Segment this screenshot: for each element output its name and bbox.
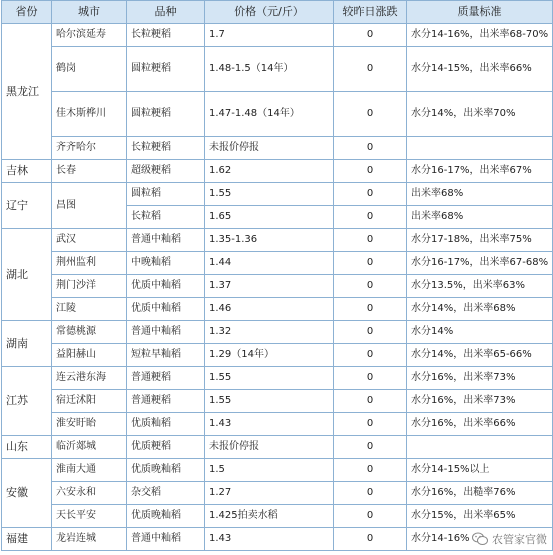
cell-quality: 水分16-17%，出米率67% xyxy=(407,160,553,183)
cell-price: 1.29（14年） xyxy=(205,344,334,367)
cell-change: 0 xyxy=(334,528,407,551)
watermark xyxy=(472,531,547,547)
cell-quality: 水分16%，出米率66% xyxy=(407,413,553,436)
cell-variety: 优质粳稻 xyxy=(127,436,205,459)
table-row xyxy=(2,505,553,528)
cell-change: 0 xyxy=(334,413,407,436)
cell-city: 宿迁沭阳 xyxy=(52,390,127,413)
cell-city: 天长平安 xyxy=(52,505,127,528)
cell-price: 1.65 xyxy=(205,206,334,229)
cell-quality: 水分17-18%，出米率75% xyxy=(407,229,553,252)
cell-variety: 杂交稻 xyxy=(127,482,205,505)
cell-change: 0 xyxy=(334,459,407,482)
cell-province: 辽宁 xyxy=(2,183,52,229)
cell-price: 1.48-1.5（14年） xyxy=(205,47,334,92)
cell-change: 0 xyxy=(334,344,407,367)
cell-price: 1.43 xyxy=(205,528,334,551)
cell-city: 临沂郯城 xyxy=(52,436,127,459)
cell-price: 1.5 xyxy=(205,459,334,482)
cell-quality: 水分14% xyxy=(407,321,553,344)
cell-city: 连云港东海 xyxy=(52,367,127,390)
cell-province: 福建 xyxy=(2,528,52,551)
cell-variety: 优质晚籼稻 xyxy=(127,459,205,482)
cell-variety: 优质中籼稻 xyxy=(127,298,205,321)
cell-quality: 水分16%，出米率73% xyxy=(407,367,553,390)
cell-variety: 超级粳稻 xyxy=(127,160,205,183)
cell-quality: 水分16%，出糙率76% xyxy=(407,482,553,505)
cell-city: 长春 xyxy=(52,160,127,183)
cell-quality: 水分16%，出米率73% xyxy=(407,390,553,413)
cell-price: 1.55 xyxy=(205,183,334,206)
cell-variety: 中晚籼稻 xyxy=(127,252,205,275)
table-row xyxy=(2,528,553,551)
cell-quality: 水分15%，出米率65% xyxy=(407,505,553,528)
cell-quality: 水分14%，出米率70% xyxy=(407,92,553,137)
cell-price: 1.44 xyxy=(205,252,334,275)
cell-variety: 优质晚籼稻 xyxy=(127,505,205,528)
cell-quality xyxy=(407,137,553,160)
cell-variety: 普通中籼稻 xyxy=(127,528,205,551)
cell-quality: 水分16-17%，出米率67-68% xyxy=(407,252,553,275)
header-change: 较昨日涨跌 xyxy=(334,1,407,24)
cell-change: 0 xyxy=(334,160,407,183)
cell-city: 荆州监利 xyxy=(52,252,127,275)
table-row xyxy=(2,160,553,183)
cell-province: 安徽 xyxy=(2,459,52,528)
cell-change: 0 xyxy=(334,229,407,252)
header-province: 省份 xyxy=(2,1,52,24)
cell-quality: 出米率68% xyxy=(407,206,553,229)
cell-variety: 普通中籼稻 xyxy=(127,321,205,344)
cell-city: 齐齐哈尔 xyxy=(52,137,127,160)
table-row xyxy=(2,298,553,321)
cell-change: 0 xyxy=(334,321,407,344)
cell-quality: 水分14-15%，出米率66% xyxy=(407,47,553,92)
cell-quality: 水分14-16%，出米率68-70% xyxy=(407,24,553,47)
cell-variety: 普通粳稻 xyxy=(127,390,205,413)
rice-price-table xyxy=(1,0,553,551)
table-row xyxy=(2,183,553,206)
cell-change: 0 xyxy=(334,275,407,298)
cell-variety: 圆粒粳稻 xyxy=(127,47,205,92)
cell-variety: 优质籼稻 xyxy=(127,413,205,436)
cell-quality: 水分14-16% xyxy=(407,528,553,551)
table-row xyxy=(2,459,553,482)
cell-variety: 长粒粳稻 xyxy=(127,24,205,47)
cell-city: 鹤岗 xyxy=(52,47,127,92)
cell-province: 黑龙江 xyxy=(2,24,52,160)
cell-price: 1.27 xyxy=(205,482,334,505)
cell-province: 湖南 xyxy=(2,321,52,367)
table-row xyxy=(2,344,553,367)
cell-city: 荆门沙洋 xyxy=(52,275,127,298)
cell-price: 1.7 xyxy=(205,24,334,47)
table-header-row xyxy=(2,1,553,24)
cell-quality: 水分14-15%以上 xyxy=(407,459,553,482)
table-row xyxy=(2,436,553,459)
header-quality: 质量标准 xyxy=(407,1,553,24)
cell-city: 益阳赫山 xyxy=(52,344,127,367)
cell-city: 佳木斯桦川 xyxy=(52,92,127,137)
cell-change: 0 xyxy=(334,482,407,505)
table-row xyxy=(2,413,553,436)
cell-quality: 水分14%，出米率65-66% xyxy=(407,344,553,367)
table-row xyxy=(2,252,553,275)
cell-change: 0 xyxy=(334,206,407,229)
cell-price: 1.55 xyxy=(205,367,334,390)
cell-variety: 普通粳稻 xyxy=(127,367,205,390)
cell-price: 1.425拍卖水稻 xyxy=(205,505,334,528)
cell-change: 0 xyxy=(334,367,407,390)
cell-price: 未报价停报 xyxy=(205,137,334,160)
cell-variety: 短粒早籼稻 xyxy=(127,344,205,367)
cell-city: 江陵 xyxy=(52,298,127,321)
watermark-text: 农管家官微 xyxy=(492,533,547,546)
cell-province: 山东 xyxy=(2,436,52,459)
cell-variety: 圆粒稻 xyxy=(127,183,205,206)
cell-change: 0 xyxy=(334,436,407,459)
wechat-icon xyxy=(472,532,488,546)
cell-city: 哈尔滨延寿 xyxy=(52,24,127,47)
cell-price: 1.55 xyxy=(205,390,334,413)
cell-change: 0 xyxy=(334,183,407,206)
table-row xyxy=(2,229,553,252)
cell-variety: 普通中籼稻 xyxy=(127,229,205,252)
table-row xyxy=(2,482,553,505)
cell-quality xyxy=(407,436,553,459)
cell-change: 0 xyxy=(334,92,407,137)
cell-variety: 长粒稻 xyxy=(127,206,205,229)
cell-city: 淮安盱眙 xyxy=(52,413,127,436)
cell-change: 0 xyxy=(334,505,407,528)
cell-city: 昌图 xyxy=(52,183,127,229)
table-row xyxy=(2,24,553,47)
cell-price: 1.37 xyxy=(205,275,334,298)
table-row xyxy=(2,137,553,160)
cell-city: 龙岩连城 xyxy=(52,528,127,551)
table-body xyxy=(2,24,553,551)
cell-change: 0 xyxy=(334,137,407,160)
table-row xyxy=(2,47,553,92)
cell-price: 未报价停报 xyxy=(205,436,334,459)
cell-price: 1.62 xyxy=(205,160,334,183)
cell-province: 湖北 xyxy=(2,229,52,321)
table-row xyxy=(2,92,553,137)
cell-province: 吉林 xyxy=(2,160,52,183)
cell-price: 1.43 xyxy=(205,413,334,436)
cell-change: 0 xyxy=(334,298,407,321)
cell-city: 武汉 xyxy=(52,229,127,252)
cell-quality: 出米率68% xyxy=(407,183,553,206)
cell-province: 江苏 xyxy=(2,367,52,436)
cell-change: 0 xyxy=(334,24,407,47)
cell-price: 1.35-1.36 xyxy=(205,229,334,252)
cell-price: 1.47-1.48（14年） xyxy=(205,92,334,137)
cell-variety: 长粒粳稻 xyxy=(127,137,205,160)
header-variety: 品种 xyxy=(127,1,205,24)
header-price: 价格（元/斤） xyxy=(205,1,334,24)
cell-variety: 圆粒粳稻 xyxy=(127,92,205,137)
cell-city: 淮南大通 xyxy=(52,459,127,482)
header-city: 城市 xyxy=(52,1,127,24)
cell-quality: 水分14%，出米率68% xyxy=(407,298,553,321)
cell-change: 0 xyxy=(334,252,407,275)
table-row xyxy=(2,367,553,390)
table-row xyxy=(2,321,553,344)
cell-price: 1.32 xyxy=(205,321,334,344)
cell-city: 常德桃源 xyxy=(52,321,127,344)
cell-change: 0 xyxy=(334,47,407,92)
cell-change: 0 xyxy=(334,390,407,413)
table-row xyxy=(2,390,553,413)
cell-city: 六安永和 xyxy=(52,482,127,505)
cell-price: 1.46 xyxy=(205,298,334,321)
table-row xyxy=(2,275,553,298)
cell-variety: 优质中籼稻 xyxy=(127,275,205,298)
cell-quality: 水分13.5%，出米率63% xyxy=(407,275,553,298)
